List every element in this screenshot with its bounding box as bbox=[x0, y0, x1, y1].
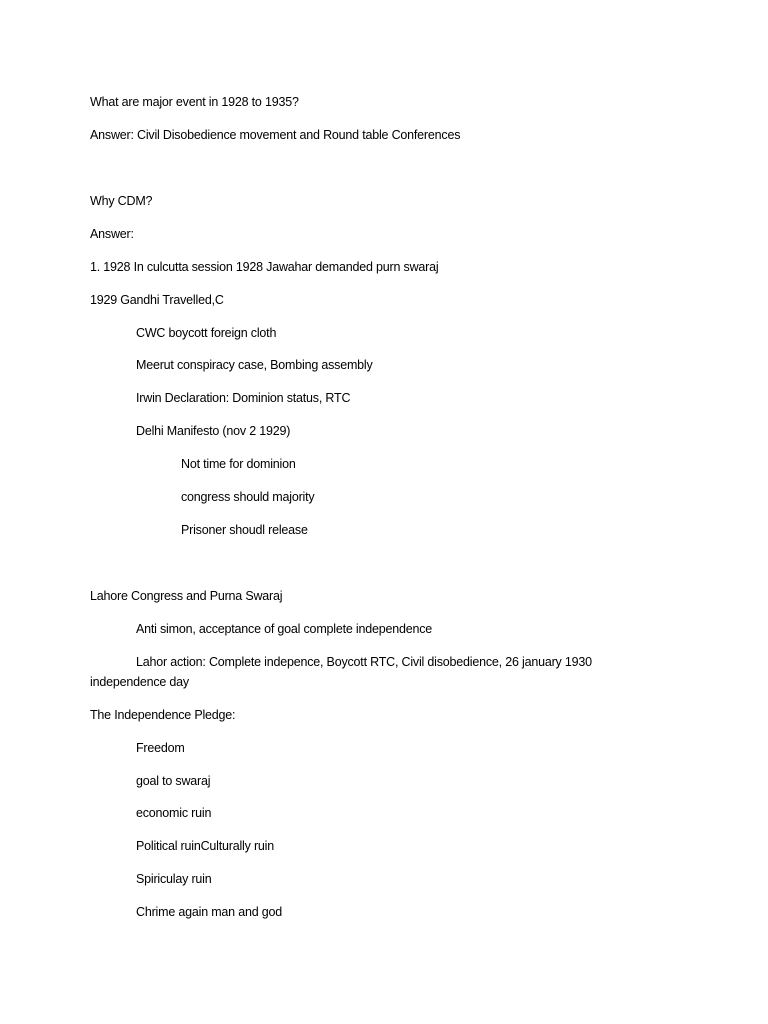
indented-item: Lahor action: Complete indepence, Boycott RTC, Civil disobedience, 26 january 1930 bbox=[136, 655, 592, 669]
section-heading: The Independence Pledge: bbox=[90, 708, 236, 722]
question-line: What are major event in 1928 to 1935? bbox=[90, 95, 299, 109]
indented-item: Chrime again man and god bbox=[136, 905, 282, 919]
indented-item: CWC boycott foreign cloth bbox=[136, 326, 277, 340]
text-line: 1929 Gandhi Travelled,C bbox=[90, 293, 224, 307]
indented-item: Irwin Declaration: Dominion status, RTC bbox=[136, 391, 351, 405]
sub-indented-item: congress should majority bbox=[181, 490, 315, 504]
answer-label: Answer: bbox=[90, 227, 134, 241]
sub-indented-item: Not time for dominion bbox=[181, 457, 296, 471]
indented-item: Anti simon, acceptance of goal complete independence bbox=[136, 622, 433, 636]
indented-item: Meerut conspiracy case, Bombing assembly bbox=[136, 358, 373, 372]
wrapped-continuation: independence day bbox=[90, 675, 189, 689]
indented-item: economic ruin bbox=[136, 806, 212, 820]
indented-item: Spiriculay ruin bbox=[136, 872, 212, 886]
question-line: Why CDM? bbox=[90, 194, 153, 208]
section-heading: Lahore Congress and Purna Swaraj bbox=[90, 589, 283, 603]
indented-item: Delhi Manifesto (nov 2 1929) bbox=[136, 424, 291, 438]
list-item: 1. 1928 In culcutta session 1928 Jawahar demanded purn swaraj bbox=[90, 260, 439, 274]
indented-item: goal to swaraj bbox=[136, 774, 211, 788]
answer-line: Answer: Civil Disobedience movement and Round table Conferences bbox=[90, 128, 461, 142]
indented-item: Political ruinCulturally ruin bbox=[136, 839, 275, 853]
indented-item: Freedom bbox=[136, 741, 185, 755]
sub-indented-item: Prisoner shoudl release bbox=[181, 523, 308, 537]
